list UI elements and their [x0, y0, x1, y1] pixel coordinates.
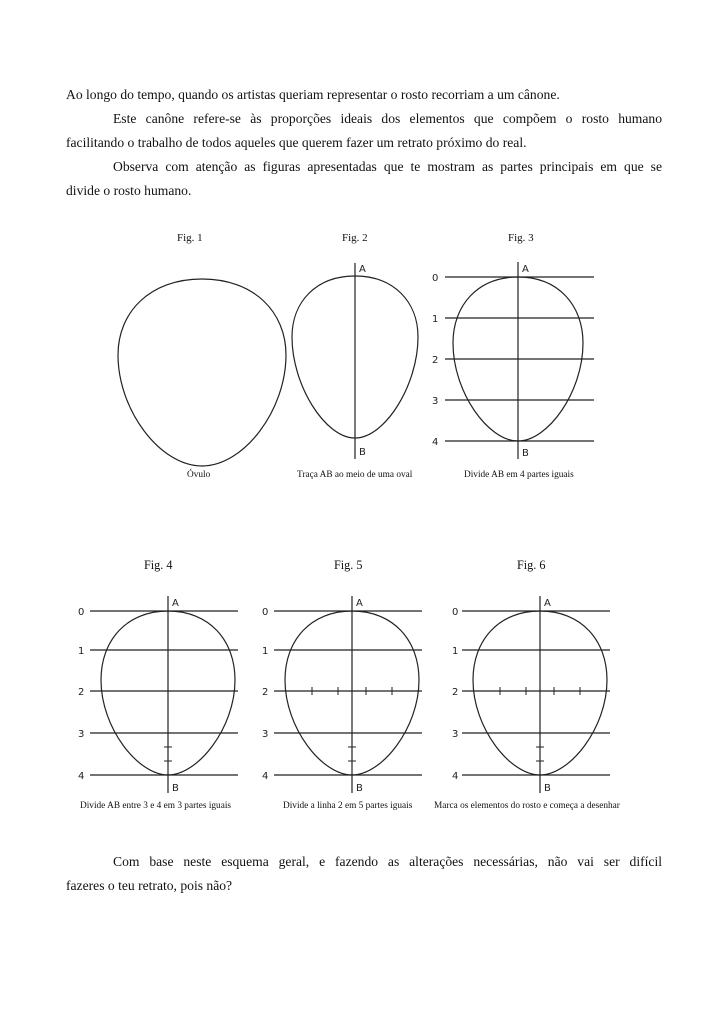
- fig-6-num-3: 3: [452, 729, 459, 740]
- fig-4-point-b: B: [172, 783, 179, 794]
- intro-paragraph-3-line-1: Observa com atenção as figuras apresentadas que te mostram as partes principais em que se: [113, 159, 662, 174]
- fig-6-label: Fig. 6: [517, 558, 546, 572]
- fig-5-label: Fig. 5: [334, 558, 363, 572]
- fig-2-label: Fig. 2: [342, 232, 368, 244]
- closing-line-2: fazeres o teu retrato, pois não?: [66, 878, 233, 893]
- fig-4-num-2: 2: [78, 687, 85, 698]
- fig-3-num-4: 4: [432, 437, 439, 448]
- fig-6-num-2: 2: [452, 687, 459, 698]
- fig-5-point-b: B: [356, 783, 363, 794]
- fig-3-point-a: A: [522, 264, 529, 275]
- fig-1-oval: [118, 279, 286, 466]
- fig-2-caption: Traça AB ao meio de uma oval: [297, 470, 413, 480]
- fig-4-caption: Divide AB entre 3 e 4 em 3 partes iguais: [80, 801, 232, 811]
- fig-4-num-1: 1: [78, 646, 85, 657]
- fig-1-caption: Óvulo: [187, 470, 211, 480]
- fig-3-num-0: 0: [432, 273, 439, 284]
- fig-1-label: Fig. 1: [177, 232, 203, 244]
- fig-3-label: Fig. 3: [508, 232, 534, 244]
- intro-paragraph-2-line-1: Este canône refere-se às proporções ideais dos elementos que compõem o rosto humano: [113, 111, 662, 126]
- fig-3-point-b: B: [522, 448, 529, 459]
- fig-6-caption: Marca os elementos do rosto e começa a desenhar: [434, 801, 620, 811]
- fig-5-num-0: 0: [262, 607, 269, 618]
- intro-paragraph-3-line-2: divide o rosto humano.: [66, 183, 192, 198]
- fig-5-num-3: 3: [262, 729, 269, 740]
- fig-6-num-4: 4: [452, 771, 459, 782]
- fig-2-point-b: B: [359, 447, 366, 458]
- fig-6-point-a: A: [544, 598, 551, 609]
- fig-6-num-1: 1: [452, 646, 459, 657]
- fig-4-num-4: 4: [78, 771, 85, 782]
- fig-5-num-2: 2: [262, 687, 269, 698]
- fig-3-num-1: 1: [432, 314, 439, 325]
- fig-2-point-a: A: [359, 264, 366, 275]
- fig-4-num-0: 0: [78, 607, 85, 618]
- fig-3-num-2: 2: [432, 355, 439, 366]
- fig-6-point-b: B: [544, 783, 551, 794]
- fig-6-num-0: 0: [452, 607, 459, 618]
- fig-3-caption: Divide AB em 4 partes iguais: [464, 470, 574, 480]
- intro-paragraph-2-line-2: facilitando o trabalho de todos aqueles que querem fazer um retrato próximo do real.: [66, 135, 527, 150]
- fig-5-point-a: A: [356, 598, 363, 609]
- fig-5-num-1: 1: [262, 646, 269, 657]
- closing-line-1: Com base neste esquema geral, e fazendo as alterações necessárias, não vai ser difícil: [113, 854, 662, 869]
- fig-3-num-3: 3: [432, 396, 439, 407]
- fig-5-caption: Divide a linha 2 em 5 partes iguais: [283, 801, 413, 811]
- intro-paragraph-1: Ao longo do tempo, quando os artistas queriam representar o rosto recorriam a um cânone.: [66, 87, 560, 102]
- fig-4-point-a: A: [172, 598, 179, 609]
- fig-4-num-3: 3: [78, 729, 85, 740]
- fig-4-label: Fig. 4: [144, 558, 173, 572]
- fig-5-num-4: 4: [262, 771, 269, 782]
